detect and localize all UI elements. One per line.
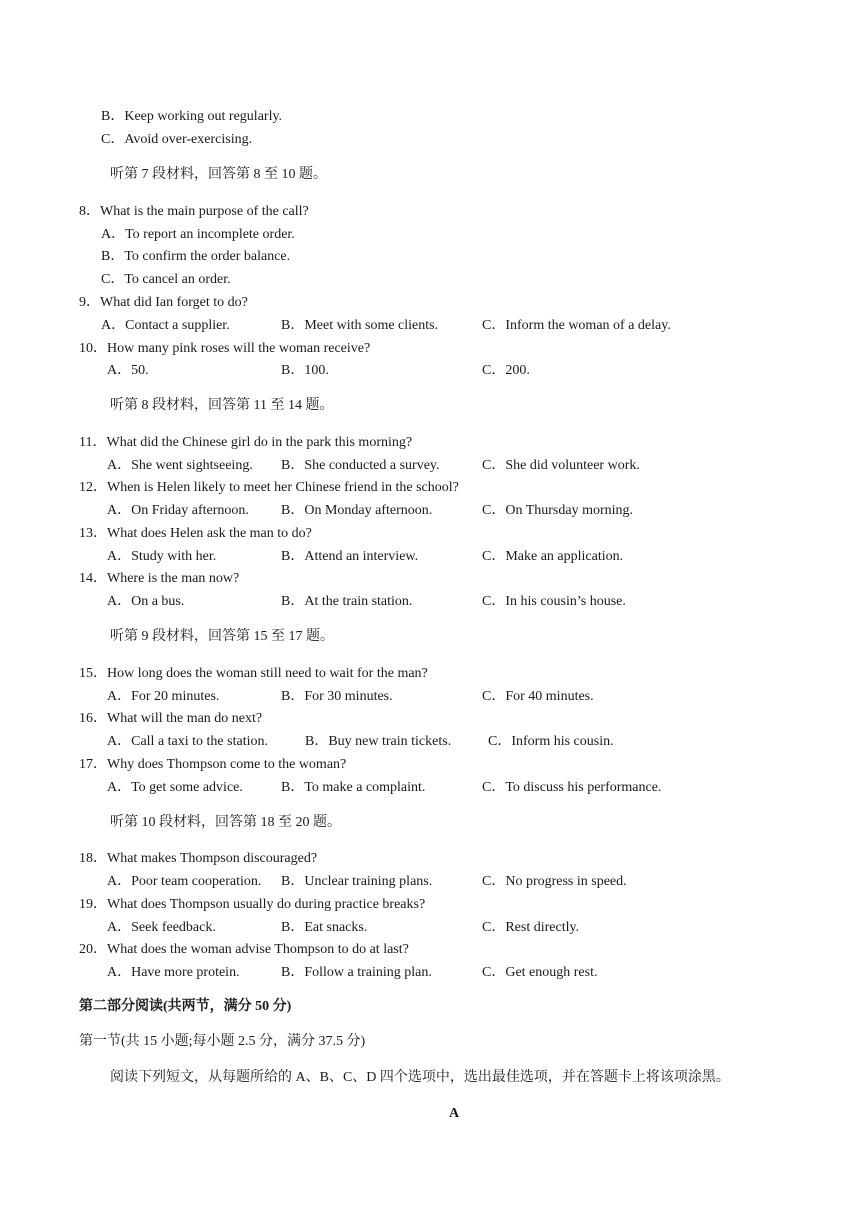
q13-option-a: A．Study with her. [107,549,217,564]
section-instruction-7: 听第 7 段材料，回答第 8 至 10 题。 [110,167,327,182]
q18-option-a: A．Poor team cooperation. [107,874,262,889]
question-13: 13．What does Helen ask the man to do? [79,526,312,541]
question-10: 10．How many pink roses will the woman receive? [79,341,371,356]
section-instruction-10: 听第 10 段材料，回答第 18 至 20 题。 [110,815,341,830]
q20-option-a: A．Have more protein. [107,965,240,980]
question-20: 20．What does the woman advise Thompson to do at last? [79,942,409,957]
q15-option-c: C．For 40 minutes. [482,689,594,704]
q13-option-c: C．Make an application. [482,549,624,564]
q20-option-c: C．Get enough rest. [482,965,598,980]
question-16: 16．What will the man do next? [79,711,263,726]
section-instruction-9: 听第 9 段材料，回答第 15 至 17 题。 [110,629,334,644]
q11-option-a: A．She went sightseeing. [107,458,253,473]
q14-option-b: B．At the train station. [281,594,413,609]
question-8: 8．What is the main purpose of the call? [79,204,309,219]
passage-label: A [448,1106,460,1121]
q16-option-b: B．Buy new train tickets. [305,734,452,749]
q12-option-c: C．On Thursday morning. [482,503,634,518]
q16-option-a: A．Call a taxi to the station. [107,734,268,749]
q11-option-b: B．She conducted a survey. [281,458,440,473]
q16-option-c: C．Inform his cousin. [488,734,614,749]
question-15: 15．How long does the woman still need to wait for the man? [79,666,428,681]
q10-option-a: A．50. [107,363,149,378]
q12-option-b: B．On Monday afternoon. [281,503,433,518]
question-17: 17．Why does Thompson come to the woman? [79,757,347,772]
q9-option-c: C．Inform the woman of a delay. [482,318,671,333]
q18-option-b: B．Unclear training plans. [281,874,433,889]
section-instruction-8: 听第 8 段材料，回答第 11 至 14 题。 [110,398,334,413]
q8-option-c: C．To cancel an order. [101,272,231,287]
q13-option-b: B．Attend an interview. [281,549,419,564]
q19-option-c: C．Rest directly. [482,920,580,935]
q10-option-c: C．200. [482,363,530,378]
question-19: 19．What does Thompson usually do during practice breaks? [79,897,426,912]
q19-option-a: A．Seek feedback. [107,920,216,935]
q20-option-b: B．Follow a training plan. [281,965,432,980]
q18-option-c: C．No progress in speed. [482,874,627,889]
q17-option-a: A．To get some advice. [107,780,243,795]
q19-option-b: B．Eat snacks. [281,920,368,935]
q10-option-b: B．100. [281,363,329,378]
question-14: 14．Where is the man now? [79,571,240,586]
option-c: C．Avoid over-exercising. [101,132,253,147]
q9-option-a: A．Contact a supplier. [101,318,230,333]
question-12: 12．When is Helen likely to meet her Chinese friend in the school? [79,480,459,495]
reading-instruction: 阅读下列短文，从每题所给的 A、B、C、D 四个选项中，选出最佳选项，并在答题卡上将该项涂黑。 [110,1070,730,1085]
q14-option-c: C．In his cousin’s house. [482,594,626,609]
q9-option-b: B．Meet with some clients. [281,318,439,333]
q17-option-b: B．To make a complaint. [281,780,426,795]
q8-option-b: B．To confirm the order balance. [101,249,291,264]
question-11: 11．What did the Chinese girl do in the park this morning? [79,435,413,450]
q8-option-a: A．To report an incomplete order. [101,227,295,242]
option-b: B．Keep working out regularly. [101,109,283,124]
q17-option-c: C．To discuss his performance. [482,780,662,795]
q11-option-c: C．She did volunteer work. [482,458,640,473]
question-18: 18．What makes Thompson discouraged? [79,851,318,866]
part-heading: 第二部分阅读(共两节，满分 50 分) [79,999,292,1014]
q12-option-a: A．On Friday afternoon. [107,503,249,518]
question-9: 9．What did Ian forget to do? [79,295,248,310]
q14-option-a: A．On a bus. [107,594,185,609]
section-heading: 第一节(共 15 小题;每小题 2.5 分，满分 37.5 分) [79,1034,366,1049]
q15-option-b: B．For 30 minutes. [281,689,393,704]
q15-option-a: A．For 20 minutes. [107,689,220,704]
